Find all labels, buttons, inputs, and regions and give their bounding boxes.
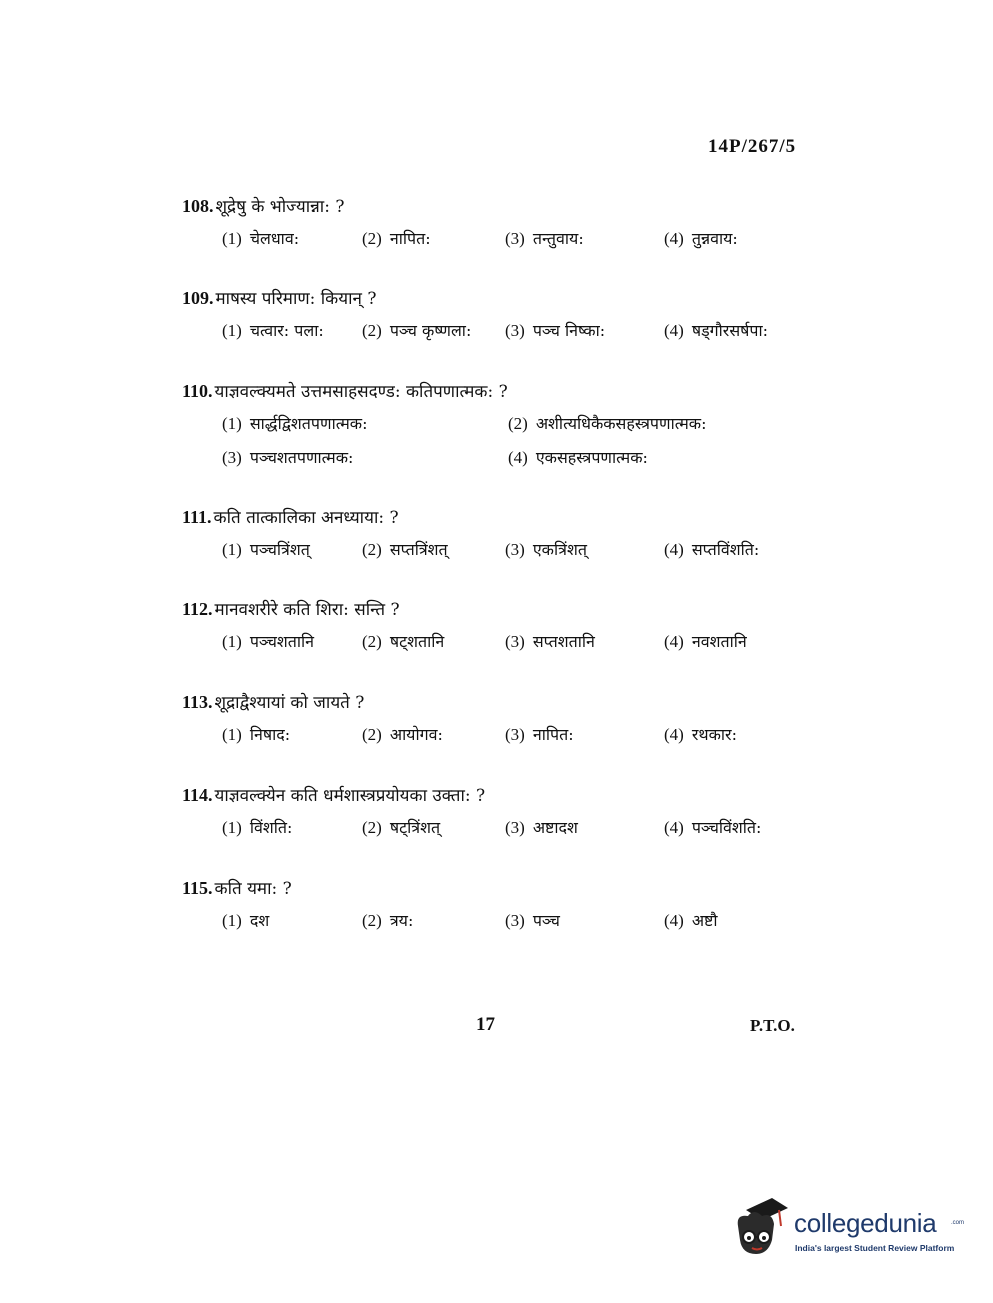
- option-text: चेलधाव:: [249, 229, 300, 248]
- option-number: (2): [362, 229, 382, 248]
- question-number: 114.: [182, 785, 213, 805]
- question-number: 111.: [182, 507, 212, 527]
- option-number: (1): [222, 540, 242, 559]
- option-number: (2): [362, 632, 382, 651]
- option-text: षड्गौरसर्षपा:: [691, 321, 769, 340]
- option-number: (2): [362, 321, 382, 340]
- option-number: (3): [505, 818, 525, 837]
- question-113: [182, 690, 364, 713]
- option-1: [222, 412, 367, 434]
- question-text: माषस्य परिमाण: कियान् ?: [215, 289, 377, 309]
- option-number: (1): [222, 911, 242, 930]
- option-text: आयोगव:: [389, 725, 443, 744]
- option-4: [664, 227, 738, 249]
- option-4: [664, 723, 737, 745]
- option-3: [505, 319, 605, 341]
- logo-wordmark: collegedunia: [794, 1208, 937, 1238]
- question-109: [182, 286, 376, 309]
- option-1: [222, 630, 314, 652]
- logo-domain: .com: [951, 1220, 965, 1226]
- question-114: [182, 783, 485, 806]
- option-number: (4): [664, 818, 684, 837]
- option-text: पञ्च कृष्णला:: [389, 321, 472, 340]
- option-number: (2): [362, 818, 382, 837]
- option-text: षट्शतानि: [389, 632, 445, 651]
- option-1: [222, 319, 324, 341]
- option-4: [664, 909, 718, 931]
- option-4: [508, 446, 648, 468]
- question-number: 115.: [182, 878, 213, 898]
- option-1: [222, 227, 299, 249]
- option-number: (3): [505, 725, 525, 744]
- option-number: (3): [505, 321, 525, 340]
- option-text: विंशति:: [249, 818, 293, 837]
- question-number: 109.: [182, 288, 214, 308]
- question-108: [182, 194, 344, 217]
- option-3: [222, 446, 353, 468]
- option-text: त्रय:: [389, 911, 414, 930]
- option-number: (4): [664, 725, 684, 744]
- option-text: पञ्चशतानि: [249, 632, 315, 651]
- option-number: (2): [362, 540, 382, 559]
- option-text: पञ्चत्रिंशत्: [249, 540, 310, 559]
- option-text: एकत्रिंशत्: [532, 540, 587, 559]
- question-text: शूद्रेषु के भोज्यान्ना: ?: [215, 197, 345, 217]
- option-number: (3): [505, 911, 525, 930]
- option-number: (4): [508, 448, 528, 467]
- option-text: नापित:: [532, 725, 574, 744]
- option-text: अष्टादश: [532, 818, 578, 837]
- option-text: षट्त्रिंशत्: [389, 818, 441, 837]
- option-4: [664, 319, 768, 341]
- option-3: [505, 816, 578, 838]
- option-3: [505, 723, 574, 745]
- option-text: तन्तुवाय:: [532, 229, 584, 248]
- option-2: [508, 412, 706, 434]
- question-text: मानवशरीरे कति शिरा: सन्ति ?: [214, 600, 400, 620]
- option-2: [362, 538, 448, 560]
- option-number: (3): [222, 448, 242, 467]
- option-number: (1): [222, 632, 242, 651]
- option-number: (4): [664, 911, 684, 930]
- question-115: [182, 876, 292, 899]
- question-text: याज्ञवल्क्यमते उत्तमसाहसदण्ड: कतिपणात्मक: ?: [214, 382, 508, 402]
- mascot-icon: [732, 1196, 790, 1264]
- page-number: 17: [476, 1014, 495, 1035]
- option-text: नापित:: [389, 229, 431, 248]
- question-112: [182, 597, 400, 620]
- option-text: सप्तशतानि: [532, 632, 595, 651]
- option-2: [362, 630, 444, 652]
- option-number: (3): [505, 632, 525, 651]
- question-number: 110.: [182, 381, 213, 401]
- question-number: 113.: [182, 692, 213, 712]
- option-4: [664, 630, 747, 652]
- option-number: (1): [222, 229, 242, 248]
- option-text: एकसहस्त्रपणात्मक:: [535, 448, 648, 467]
- option-text: तुन्नवाय:: [691, 229, 738, 248]
- option-number: (3): [505, 229, 525, 248]
- option-2: [362, 723, 443, 745]
- question-text: याज्ञवल्क्येन कति धर्मशास्त्रप्रयोयका उक्ता: ?: [214, 786, 486, 806]
- please-turn-over: P.T.O.: [750, 1016, 795, 1035]
- option-2: [362, 227, 431, 249]
- option-text: पञ्च निष्का:: [532, 321, 606, 340]
- option-number: (1): [222, 818, 242, 837]
- option-1: [222, 816, 292, 838]
- option-3: [505, 630, 595, 652]
- option-2: [362, 319, 471, 341]
- option-text: पञ्चविंशति:: [691, 818, 762, 837]
- option-3: [505, 227, 584, 249]
- option-text: चत्वार: पला:: [249, 321, 324, 340]
- question-text: शूद्राद्वैश्यायां को जायते ?: [214, 693, 365, 713]
- option-2: [362, 909, 413, 931]
- option-1: [222, 909, 269, 931]
- question-number: 108.: [182, 196, 214, 216]
- option-1: [222, 723, 290, 745]
- option-2: [362, 816, 440, 838]
- option-3: [505, 538, 587, 560]
- option-text: निषाद:: [249, 725, 291, 744]
- option-number: (3): [505, 540, 525, 559]
- logo-tagline: India's largest Student Review Platform: [795, 1243, 955, 1253]
- option-number: (1): [222, 321, 242, 340]
- option-text: रथकार:: [691, 725, 737, 744]
- question-number: 112.: [182, 599, 213, 619]
- collegedunia-logo: [732, 1196, 965, 1268]
- question-paper-code: 14P/267/5: [708, 136, 797, 157]
- option-text: दश: [249, 911, 270, 930]
- option-4: [664, 816, 761, 838]
- option-number: (1): [222, 725, 242, 744]
- option-text: अष्टौ: [691, 911, 718, 930]
- option-text: पञ्चशतपणात्मक:: [249, 448, 354, 467]
- question-text: कति यमा: ?: [214, 879, 292, 899]
- option-text: सप्तविंशति:: [691, 540, 760, 559]
- option-text: नवशतानि: [691, 632, 747, 651]
- option-number: (4): [664, 632, 684, 651]
- option-number: (4): [664, 540, 684, 559]
- question-110: [182, 379, 508, 402]
- option-number: (2): [508, 414, 528, 433]
- option-number: (2): [362, 725, 382, 744]
- option-1: [222, 538, 310, 560]
- option-text: पञ्च: [532, 911, 560, 930]
- question-text: कति तात्कालिका अनध्याया: ?: [213, 508, 399, 528]
- option-number: (4): [664, 321, 684, 340]
- option-4: [664, 538, 759, 560]
- option-3: [505, 909, 560, 931]
- option-number: (1): [222, 414, 242, 433]
- question-111: [182, 505, 399, 528]
- option-text: सप्तत्रिंशत्: [389, 540, 448, 559]
- option-number: (4): [664, 229, 684, 248]
- option-number: (2): [362, 911, 382, 930]
- option-text: सार्द्धद्विशतपणात्मक:: [249, 414, 368, 433]
- option-text: अशीत्यधिकैकसहस्त्रपणात्मक:: [535, 414, 707, 433]
